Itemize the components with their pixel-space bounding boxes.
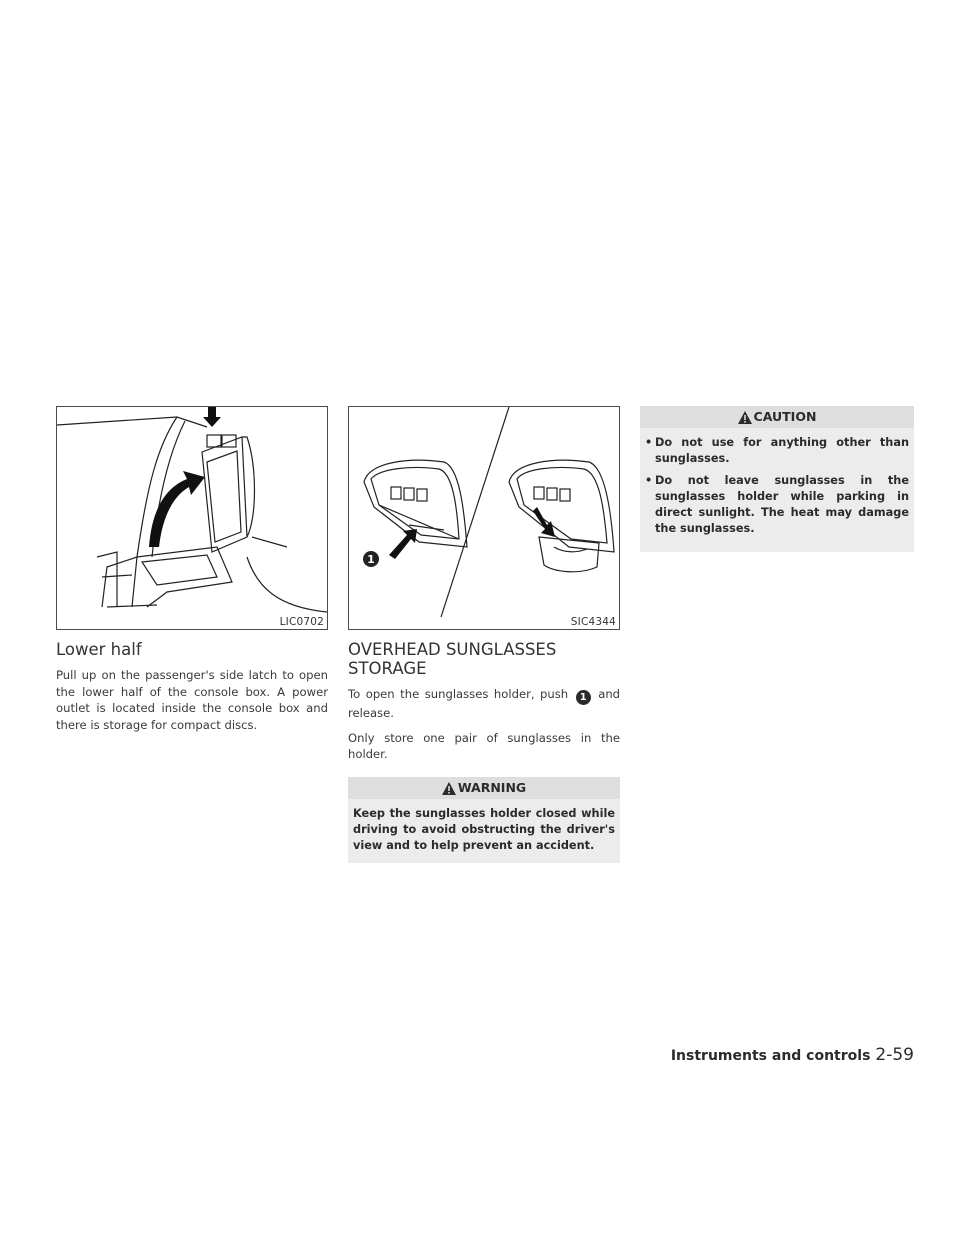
callout-marker: 1 <box>576 690 591 705</box>
warning-header <box>348 777 620 799</box>
middle-column <box>348 406 620 863</box>
sunglasses-holder-illustration <box>349 407 619 629</box>
console-box-illustration <box>57 407 327 629</box>
warning-title: WARNING <box>457 779 527 795</box>
page-footer <box>671 1045 914 1065</box>
body-paragraph: Only store one pair of sunglasses in the holder. <box>348 730 620 761</box>
right-column <box>640 406 914 552</box>
paragraph-text: To open the sunglasses holder, push <box>348 687 569 701</box>
left-column <box>56 406 328 741</box>
sunglasses-holder-figure <box>348 406 620 630</box>
warning-text: Keep the sunglasses holder closed while driving to avoid obstructing the driver's view and to help prevent an accident. <box>348 799 620 863</box>
caution-item-text: Do not use for anything other than sunglasses. <box>655 436 909 465</box>
caution-box <box>640 406 914 552</box>
bullet: • <box>645 474 653 487</box>
figure-callout: 1 <box>367 553 375 566</box>
body-paragraph <box>348 686 620 722</box>
section-name: Instruments and controls <box>670 1048 871 1064</box>
caution-item-text: Do not leave sunglasses in the sunglasses holder while parking in direct sunlight. The heat may damage the sunglasses. <box>655 474 909 535</box>
caution-title: CAUTION <box>753 409 817 424</box>
section-heading: OVERHEAD SUNGLASSES STORAGE <box>348 640 557 678</box>
section-heading: Lower half <box>56 640 142 659</box>
warning-triangle-icon <box>442 782 456 795</box>
bullet: • <box>645 436 653 449</box>
caution-item <box>645 435 909 467</box>
warning-box <box>348 777 620 863</box>
caution-triangle-icon <box>738 411 752 424</box>
body-paragraph: Pull up on the passenger's side latch to open the lower half of the console box. A power outlet is located inside the console box and there is storage for compact discs. <box>56 668 328 732</box>
figure-code: LIC0702 <box>279 616 324 628</box>
paragraph-text: and release. <box>348 687 621 720</box>
caution-header <box>640 406 914 428</box>
caution-item <box>645 473 909 537</box>
page-number: 2-59 <box>875 1045 914 1065</box>
caution-list <box>640 428 914 552</box>
figure-code: SIC4344 <box>570 616 616 628</box>
console-box-figure <box>56 406 328 630</box>
